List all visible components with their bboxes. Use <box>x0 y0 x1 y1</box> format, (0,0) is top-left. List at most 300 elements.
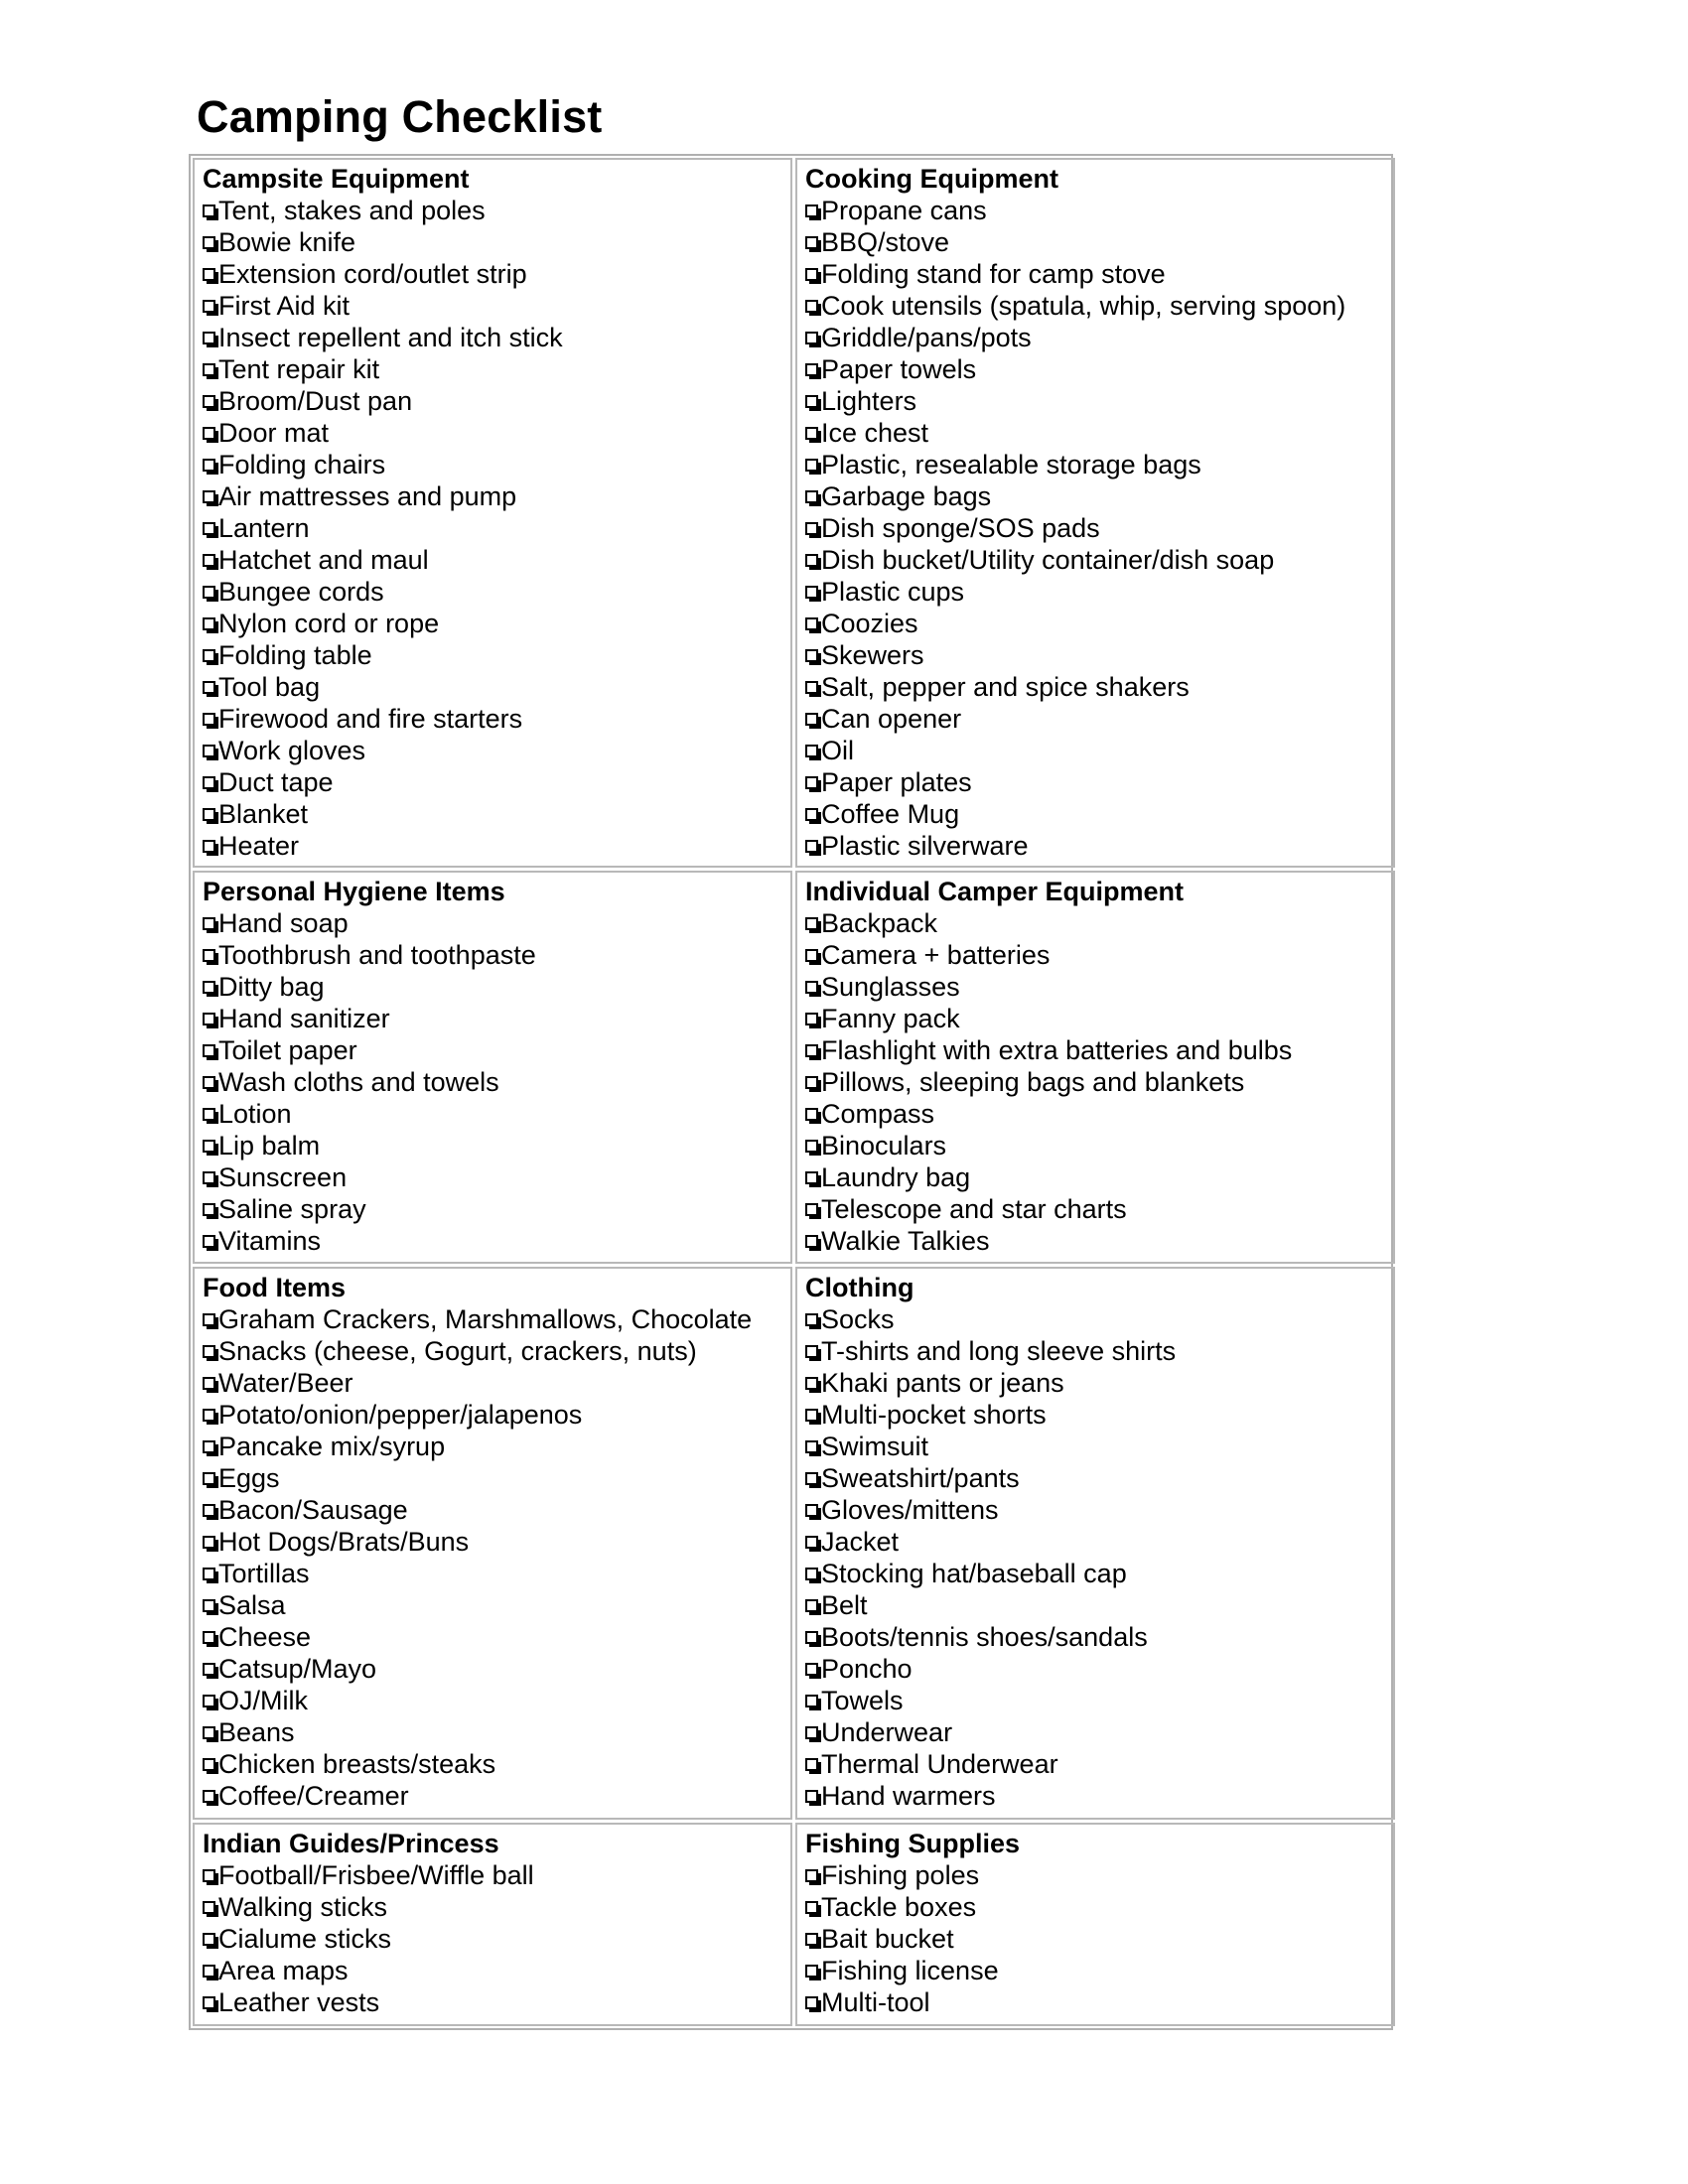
checklist-item-label: Multi-tool <box>821 1987 930 2017</box>
checklist-item-label: Walkie Talkies <box>821 1226 990 1256</box>
checklist-item-label: OJ/Milk <box>218 1686 308 1715</box>
checklist-item <box>203 830 790 862</box>
checklist-item-label: Walking sticks <box>218 1892 388 1922</box>
checklist-item-label: Plastic silverware <box>821 831 1029 861</box>
section-heading: Food Items <box>203 1273 347 1302</box>
checkbox-icon[interactable] <box>805 332 818 344</box>
checklist-item <box>203 322 790 353</box>
checkbox-icon[interactable] <box>203 586 215 599</box>
checkbox-icon[interactable] <box>203 1536 215 1549</box>
checklist-item-label: Poncho <box>821 1654 913 1684</box>
checkbox-icon[interactable] <box>805 1869 818 1882</box>
checklist-item <box>203 1003 790 1034</box>
checklist-item <box>805 1066 1393 1098</box>
checkbox-icon[interactable] <box>203 268 215 281</box>
section-heading: Personal Hygiene Items <box>203 877 505 906</box>
checklist-item <box>805 639 1393 671</box>
checkbox-icon[interactable] <box>805 1901 818 1914</box>
checkbox-icon[interactable] <box>203 745 215 757</box>
checklist-item <box>805 907 1393 939</box>
checklist-item-label: Football/Frisbee/Wiffle ball <box>218 1860 534 1890</box>
checkbox-icon[interactable] <box>805 1377 818 1390</box>
checklist-item-label: Catsup/Mayo <box>218 1654 377 1684</box>
checkbox-icon[interactable] <box>805 1933 818 1946</box>
checklist-item-label: Beans <box>218 1717 295 1747</box>
checkbox-icon[interactable] <box>203 1203 215 1216</box>
checklist-item <box>805 1399 1393 1431</box>
checklist-item <box>203 1955 790 1986</box>
checkbox-icon[interactable] <box>203 1140 215 1153</box>
checkbox-icon[interactable] <box>203 363 215 376</box>
checklist-items <box>203 1859 790 2018</box>
checkbox-icon[interactable] <box>203 808 215 821</box>
checklist-item-label: Laundry bag <box>821 1162 971 1192</box>
checklist-item-label: Belt <box>821 1590 868 1620</box>
checklist-item <box>805 1891 1393 1923</box>
section-cooking-equipment <box>795 158 1395 868</box>
checkbox-icon[interactable] <box>805 840 818 853</box>
checklist-item <box>203 939 790 971</box>
checklist-item-label: Gloves/mittens <box>821 1495 999 1525</box>
checkbox-icon[interactable] <box>805 363 818 376</box>
section-heading: Individual Camper Equipment <box>805 877 1185 906</box>
checklist-item <box>805 671 1393 703</box>
checklist-item <box>805 1923 1393 1955</box>
checkbox-icon[interactable] <box>805 490 818 503</box>
checklist-item <box>203 1780 790 1812</box>
checklist-item <box>805 766 1393 798</box>
checklist-item <box>805 971 1393 1003</box>
checklist-items <box>805 907 1393 1257</box>
checklist-item-label: Griddle/pans/pots <box>821 323 1032 352</box>
checkbox-icon[interactable] <box>805 300 818 313</box>
checklist-item-label: Binoculars <box>821 1131 947 1160</box>
checklist-item-label: Swimsuit <box>821 1432 929 1461</box>
checklist-item <box>203 1716 790 1748</box>
checklist-item-label: Hand warmers <box>821 1781 996 1811</box>
checklist-item-label: Khaki pants or jeans <box>821 1368 1064 1398</box>
checklist-item <box>805 417 1393 449</box>
checklist-item-label: Ice chest <box>821 418 929 448</box>
page-title: Camping Checklist <box>197 91 603 142</box>
checkbox-icon[interactable] <box>203 1869 215 1882</box>
checklist-item <box>203 1431 790 1462</box>
checklist-item-label: Fishing poles <box>821 1860 980 1890</box>
checkbox-icon[interactable] <box>805 1599 818 1612</box>
checklist-item <box>203 1034 790 1066</box>
checklist-item-label: Skewers <box>821 640 924 670</box>
checklist-item-label: Lighters <box>821 386 917 416</box>
checklist-item-label: Cialume sticks <box>218 1924 392 1954</box>
checklist-item-label: Telescope and star charts <box>821 1194 1127 1224</box>
checklist-item-label: Tool bag <box>218 672 321 702</box>
checklist-item <box>805 1431 1393 1462</box>
checklist-item <box>203 1748 790 1780</box>
checkbox-icon[interactable] <box>805 1631 818 1644</box>
checkbox-icon[interactable] <box>203 949 215 962</box>
checklist-item <box>203 1986 790 2018</box>
checkbox-icon[interactable] <box>203 522 215 535</box>
checklist-item-label: Wash cloths and towels <box>218 1067 499 1097</box>
checklist-item-label: Tortillas <box>218 1559 310 1588</box>
checklist-item-label: Dish sponge/SOS pads <box>821 513 1100 543</box>
checklist-item <box>203 1891 790 1923</box>
checkbox-icon[interactable] <box>203 1726 215 1739</box>
checkbox-icon[interactable] <box>203 1965 215 1978</box>
checkbox-icon[interactable] <box>805 1140 818 1153</box>
checklist-item-label: Potato/onion/pepper/jalapenos <box>218 1400 583 1430</box>
checkbox-icon[interactable] <box>203 1313 215 1326</box>
checklist-item <box>203 1367 790 1399</box>
checkbox-icon[interactable] <box>805 1536 818 1549</box>
checkbox-icon[interactable] <box>203 1996 215 2009</box>
checklist-item-label: Hand soap <box>218 908 349 938</box>
checklist-item <box>203 1558 790 1589</box>
checklist-item-label: Cheese <box>218 1622 312 1652</box>
checklist-item-label: Plastic, resealable storage bags <box>821 450 1201 479</box>
checklist-item-label: Flashlight with extra batteries and bulbs <box>821 1035 1293 1065</box>
checkbox-icon[interactable] <box>203 1013 215 1025</box>
checklist-item <box>203 735 790 766</box>
checklist-item <box>805 1621 1393 1653</box>
checkbox-icon[interactable] <box>203 981 215 994</box>
checklist-item <box>203 639 790 671</box>
checkbox-icon[interactable] <box>805 1965 818 1978</box>
checkbox-icon[interactable] <box>203 332 215 344</box>
checklist-item-label: Dish bucket/Utility container/dish soap <box>821 545 1275 575</box>
section-heading: Indian Guides/Princess <box>203 1829 499 1858</box>
checkbox-icon[interactable] <box>805 1235 818 1248</box>
checkbox-icon[interactable] <box>203 554 215 567</box>
checklist-item <box>805 1130 1393 1161</box>
checklist-item-label: Plastic cups <box>821 577 965 607</box>
checkbox-icon[interactable] <box>805 459 818 472</box>
checkbox-icon[interactable] <box>805 808 818 821</box>
checkbox-icon[interactable] <box>805 713 818 726</box>
checklist-item-label: Paper plates <box>821 767 972 797</box>
checkbox-icon[interactable] <box>203 1235 215 1248</box>
checklist-item <box>203 449 790 480</box>
checkbox-icon[interactable] <box>203 1409 215 1422</box>
checklist-item-label: Saline spray <box>218 1194 366 1224</box>
checklist-item <box>805 1955 1393 1986</box>
checklist-item <box>203 512 790 544</box>
checkbox-icon[interactable] <box>203 649 215 662</box>
checklist-item <box>203 1923 790 1955</box>
checkbox-icon[interactable] <box>805 1695 818 1707</box>
checkbox-icon[interactable] <box>805 554 818 567</box>
checklist-item-label: Blanket <box>218 799 309 829</box>
checkbox-icon[interactable] <box>805 1203 818 1216</box>
checkbox-icon[interactable] <box>805 522 818 535</box>
checklist-item-label: Firewood and fire starters <box>218 704 523 734</box>
checkbox-icon[interactable] <box>805 1758 818 1771</box>
checkbox-icon[interactable] <box>203 681 215 694</box>
checklist-item-label: Eggs <box>218 1463 280 1493</box>
checkbox-icon[interactable] <box>805 1996 818 2009</box>
checklist-item-label: Multi-pocket shorts <box>821 1400 1047 1430</box>
checklist-item <box>203 258 790 290</box>
section-personal-hygiene-items <box>193 871 792 1264</box>
checkbox-icon[interactable] <box>805 1504 818 1517</box>
checklist-item <box>203 703 790 735</box>
checklist-item <box>203 971 790 1003</box>
checkbox-icon[interactable] <box>203 1568 215 1580</box>
checklist-item-label: Towels <box>821 1686 904 1715</box>
checkbox-icon[interactable] <box>203 713 215 726</box>
checklist-item-label: Lotion <box>218 1099 292 1129</box>
checklist-items <box>805 1303 1393 1812</box>
checklist-item-label: Coffee/Creamer <box>218 1781 409 1811</box>
checklist-item-label: Tent, stakes and poles <box>218 196 486 225</box>
section-individual-camper-equipment <box>795 871 1395 1264</box>
checkbox-icon[interactable] <box>805 1472 818 1485</box>
checklist-item-label: Ditty bag <box>218 972 325 1002</box>
checklist-item <box>805 1003 1393 1034</box>
checkbox-icon[interactable] <box>203 1758 215 1771</box>
checklist-item-label: Lip balm <box>218 1131 321 1160</box>
checkbox-icon[interactable] <box>805 1013 818 1025</box>
checkbox-icon[interactable] <box>805 1440 818 1453</box>
checklist-item-label: Hot Dogs/Brats/Buns <box>218 1527 470 1557</box>
checklist-item-label: T-shirts and long sleeve shirts <box>821 1336 1177 1366</box>
checklist-item <box>805 258 1393 290</box>
checklist-item <box>805 1526 1393 1558</box>
checkbox-icon[interactable] <box>203 1631 215 1644</box>
checkbox-icon[interactable] <box>805 1409 818 1422</box>
checkbox-icon[interactable] <box>805 1726 818 1739</box>
checklist-item <box>805 830 1393 862</box>
checklist-item-label: Salsa <box>218 1590 286 1620</box>
checkbox-icon[interactable] <box>805 917 818 930</box>
checklist-item-label: Socks <box>821 1304 895 1334</box>
checkbox-icon[interactable] <box>805 1313 818 1326</box>
checklist-item <box>805 1558 1393 1589</box>
checkbox-icon[interactable] <box>805 776 818 789</box>
checklist-item-label: Coozies <box>821 609 918 638</box>
checklist-item <box>203 353 790 385</box>
checkbox-icon[interactable] <box>805 949 818 962</box>
checklist-item <box>203 1589 790 1621</box>
checkbox-icon[interactable] <box>203 236 215 249</box>
checklist-item <box>805 322 1393 353</box>
checklist-item-label: Coffee Mug <box>821 799 960 829</box>
checklist-item-label: Sunglasses <box>821 972 960 1002</box>
checkbox-icon[interactable] <box>805 1171 818 1184</box>
checkbox-icon[interactable] <box>203 1663 215 1676</box>
checklist-item <box>203 195 790 226</box>
section-heading: Fishing Supplies <box>805 1829 1021 1858</box>
checklist-item <box>805 703 1393 735</box>
checklist-item <box>203 1193 790 1225</box>
checkbox-icon[interactable] <box>805 681 818 694</box>
checklist-item <box>203 766 790 798</box>
checkbox-icon[interactable] <box>203 1076 215 1089</box>
checkbox-icon[interactable] <box>203 490 215 503</box>
checkbox-icon[interactable] <box>203 917 215 930</box>
checklist-item <box>805 353 1393 385</box>
checklist-item <box>203 1859 790 1891</box>
checkbox-icon[interactable] <box>805 1790 818 1803</box>
checklist-item-label: Jacket <box>821 1527 900 1557</box>
checkbox-icon[interactable] <box>805 1663 818 1676</box>
checkbox-icon[interactable] <box>203 1171 215 1184</box>
section-campsite-equipment <box>193 158 792 868</box>
checklist-items <box>203 195 790 862</box>
checklist-item <box>805 735 1393 766</box>
checkbox-icon[interactable] <box>203 1440 215 1453</box>
checkbox-icon[interactable] <box>203 1504 215 1517</box>
checklist-items <box>805 1859 1393 2018</box>
checklist-item-label: Water/Beer <box>218 1368 353 1398</box>
checklist-item-label: Boots/tennis shoes/sandals <box>821 1622 1148 1652</box>
checklist-item-label: Lantern <box>218 513 310 543</box>
checklist-item <box>805 449 1393 480</box>
checkbox-icon[interactable] <box>203 1108 215 1121</box>
checklist-item <box>203 671 790 703</box>
checklist-item-label: Air mattresses and pump <box>218 481 517 511</box>
checkbox-icon[interactable] <box>203 840 215 853</box>
checkbox-icon[interactable] <box>203 1377 215 1390</box>
checkbox-icon[interactable] <box>203 1933 215 1946</box>
checkbox-icon[interactable] <box>203 1472 215 1485</box>
checklist-item <box>203 608 790 639</box>
section-heading: Campsite Equipment <box>203 164 470 194</box>
checklist-item <box>805 544 1393 576</box>
checklist-item-label: Garbage bags <box>821 481 992 511</box>
checklist-item <box>805 226 1393 258</box>
checkbox-icon[interactable] <box>203 776 215 789</box>
checklist-item-label: Propane cans <box>821 196 987 225</box>
checklist-item <box>805 1653 1393 1685</box>
checkbox-icon[interactable] <box>203 1695 215 1707</box>
checklist-item <box>805 1748 1393 1780</box>
checklist-item-label: Area maps <box>218 1956 349 1985</box>
checkbox-icon[interactable] <box>203 1790 215 1803</box>
checkbox-icon[interactable] <box>805 649 818 662</box>
checkbox-icon[interactable] <box>805 745 818 757</box>
checklist-item-label: Graham Crackers, Marshmallows, Chocolate <box>218 1304 753 1334</box>
checklist-item-label: Thermal Underwear <box>821 1749 1058 1779</box>
checklist-item-label: Stocking hat/baseball cap <box>821 1559 1127 1588</box>
checkbox-icon[interactable] <box>203 1044 215 1057</box>
checklist-item <box>805 1589 1393 1621</box>
checklist-item <box>805 1716 1393 1748</box>
checklist-item-label: Paper towels <box>821 354 977 384</box>
checklist-item-label: BBQ/stove <box>821 227 950 257</box>
checkbox-icon[interactable] <box>203 427 215 440</box>
checklist-item <box>805 1859 1393 1891</box>
checklist-item-label: Sunscreen <box>218 1162 348 1192</box>
checkbox-icon[interactable] <box>805 1568 818 1580</box>
checklist-item <box>203 1130 790 1161</box>
section-clothing <box>795 1267 1395 1820</box>
checklist-item-label: Pancake mix/syrup <box>218 1432 446 1461</box>
checkbox-icon[interactable] <box>203 1345 215 1358</box>
checklist-item <box>203 1494 790 1526</box>
checkbox-icon[interactable] <box>203 1599 215 1612</box>
checkbox-icon[interactable] <box>805 268 818 281</box>
checklist-item <box>203 1161 790 1193</box>
checklist-item-label: Folding table <box>218 640 372 670</box>
checklist-item <box>805 1494 1393 1526</box>
checklist-item-label: Door mat <box>218 418 330 448</box>
checklist-item <box>805 1098 1393 1130</box>
checklist-item <box>203 1621 790 1653</box>
checklist-item-label: Nylon cord or rope <box>218 609 440 638</box>
checkbox-icon[interactable] <box>805 1108 818 1121</box>
checklist-item <box>805 1685 1393 1716</box>
checklist-item-label: Pillows, sleeping bags and blankets <box>821 1067 1245 1097</box>
checklist-item <box>805 1986 1393 2018</box>
checklist-item-label: Toothbrush and toothpaste <box>218 940 536 970</box>
checkbox-icon[interactable] <box>203 205 215 217</box>
checkbox-icon[interactable] <box>805 1076 818 1089</box>
checkbox-icon[interactable] <box>805 586 818 599</box>
checklist-item <box>805 1193 1393 1225</box>
checkbox-icon[interactable] <box>805 617 818 630</box>
checklist-item <box>203 1225 790 1257</box>
checklist-item <box>203 1066 790 1098</box>
checkbox-icon[interactable] <box>805 1044 818 1057</box>
checklist-item-label: Fishing license <box>821 1956 999 1985</box>
checklist-items <box>805 195 1393 862</box>
checkbox-icon[interactable] <box>203 395 215 408</box>
checklist-item-label: Snacks (cheese, Gogurt, crackers, nuts) <box>218 1336 697 1366</box>
checkbox-icon[interactable] <box>805 236 818 249</box>
checkbox-icon[interactable] <box>805 205 818 217</box>
checklist-item-label: Chicken breasts/steaks <box>218 1749 496 1779</box>
section-indian-guides-princess <box>193 1823 792 2026</box>
checkbox-icon[interactable] <box>203 459 215 472</box>
checkbox-icon[interactable] <box>805 981 818 994</box>
checklist-item-label: Insect repellent and itch stick <box>218 323 563 352</box>
checkbox-icon[interactable] <box>805 427 818 440</box>
checklist-item <box>805 798 1393 830</box>
checkbox-icon[interactable] <box>805 395 818 408</box>
checklist-item-label: Extension cord/outlet strip <box>218 259 527 289</box>
checklist-item <box>805 1303 1393 1335</box>
checklist-item <box>805 939 1393 971</box>
checklist-item <box>203 1462 790 1494</box>
checklist-item <box>805 512 1393 544</box>
checklist-item-label: Folding stand for camp stove <box>821 259 1166 289</box>
checklist-item-label: Bowie knife <box>218 227 356 257</box>
checklist-item-label: Backpack <box>821 908 938 938</box>
checkbox-icon[interactable] <box>203 1901 215 1914</box>
checklist-item <box>203 1399 790 1431</box>
checkbox-icon[interactable] <box>203 300 215 313</box>
section-food-items <box>193 1267 792 1820</box>
checklist-item-label: Hatchet and maul <box>218 545 429 575</box>
checklist-item <box>203 1335 790 1367</box>
checklist-item <box>805 608 1393 639</box>
section-heading: Cooking Equipment <box>805 164 1058 194</box>
checkbox-icon[interactable] <box>203 617 215 630</box>
checkbox-icon[interactable] <box>805 1345 818 1358</box>
section-fishing-supplies <box>795 1823 1395 2026</box>
checklist-item-label: Bait bucket <box>821 1924 954 1954</box>
checklist-item-label: Tackle boxes <box>821 1892 977 1922</box>
checklist-item <box>203 1685 790 1716</box>
checklist-item-label: Can opener <box>821 704 962 734</box>
checklist-item-label: Underwear <box>821 1717 953 1747</box>
checklist-item <box>203 290 790 322</box>
checklist-item-label: Salt, pepper and spice shakers <box>821 672 1190 702</box>
checklist-item-label: Cook utensils (spatula, whip, serving spoon) <box>821 291 1346 321</box>
checklist-item-label: Toilet paper <box>218 1035 357 1065</box>
checklist-item-label: Compass <box>821 1099 935 1129</box>
